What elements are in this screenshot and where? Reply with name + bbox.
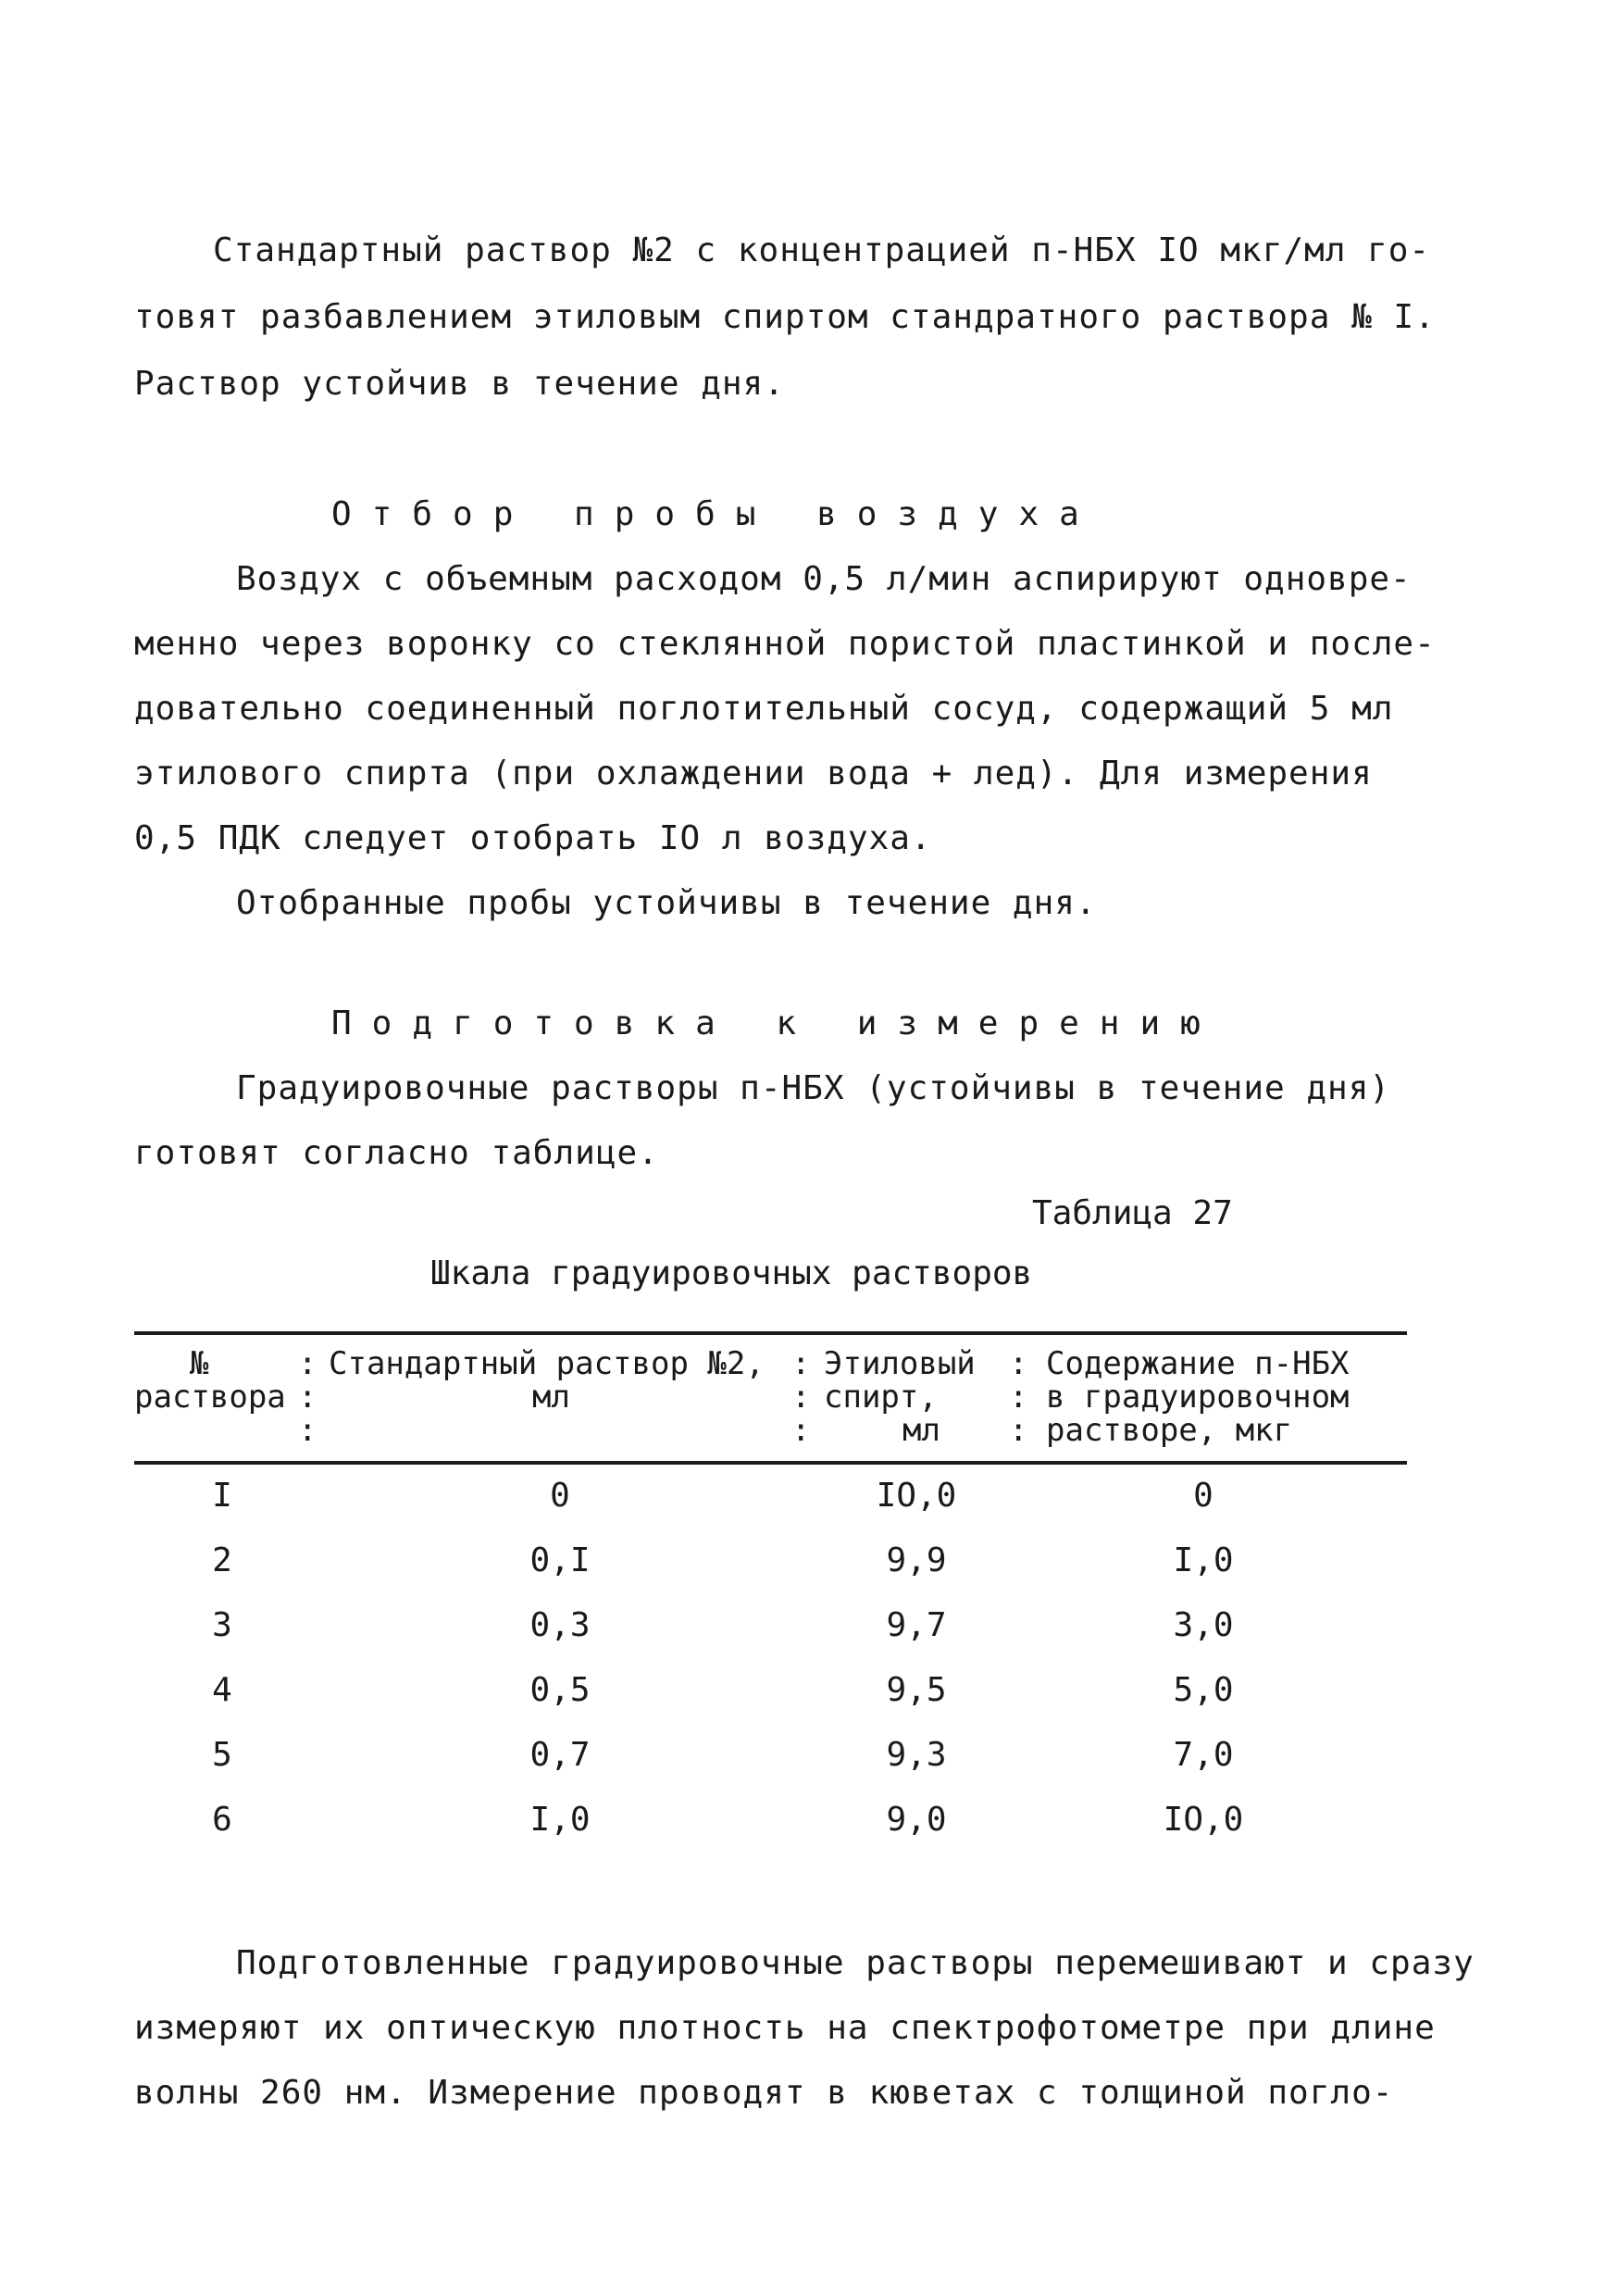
header-col-ethanol: Этиловый — [824, 1345, 976, 1382]
table-cell: 9,5 — [886, 1671, 947, 1709]
section-heading-air-sampling: Отбор пробы воздуха — [331, 495, 1100, 533]
body-line: Отобранные пробы устойчивы в течение дня. — [236, 884, 1097, 922]
body-line: измеряют их оптическую плотность на спектрофотометре при длине — [134, 2009, 1436, 2047]
header-separator: : : : — [298, 1345, 317, 1449]
section-heading-preparation: Подготовка к измерению — [331, 1004, 1221, 1042]
table-cell: 5,0 — [1173, 1671, 1234, 1709]
table-cell: 0,I — [529, 1541, 591, 1579]
header-col-ethanol: мл — [902, 1412, 940, 1449]
table-cell: 9,7 — [886, 1606, 947, 1644]
table-cell: 5 — [212, 1736, 232, 1774]
header-separator: : : : — [791, 1345, 811, 1449]
table-cell: I,0 — [529, 1801, 591, 1839]
table-cell: I,0 — [1173, 1541, 1234, 1579]
table-cell: 0,5 — [529, 1671, 591, 1709]
header-col-content: растворе, мкг — [1046, 1412, 1293, 1449]
table-cell: IO,0 — [876, 1477, 957, 1515]
table-cell: 9,3 — [886, 1736, 947, 1774]
table-cell: 3,0 — [1173, 1606, 1234, 1644]
table-cell: 0,3 — [529, 1606, 591, 1644]
table-cell: 0 — [550, 1477, 570, 1515]
table-cell: I — [212, 1477, 232, 1515]
body-line: менно через воронку со стеклянной пористой пластинкой и после- — [134, 625, 1436, 663]
intro-line: Стандартный раствор №2 с концентрацией п-НБХ IO мкг/мл го- — [213, 231, 1431, 269]
header-col-number: № — [190, 1345, 209, 1382]
table-number-label: Таблица 27 — [1032, 1194, 1233, 1232]
table-cell: 0 — [1193, 1477, 1214, 1515]
header-col-ethanol: спирт, — [824, 1379, 938, 1416]
intro-line: товят разбавлением этиловым спиртом стандратного раствора № I. — [134, 298, 1436, 336]
table-header-rule — [134, 1461, 1407, 1465]
header-col-standard-solution: Стандартный раствор №2, — [329, 1345, 765, 1382]
table-cell: 6 — [212, 1801, 232, 1839]
body-line: готовят согласно таблице. — [134, 1134, 659, 1172]
body-line: волны 260 нм. Измерение проводят в кюветах с толщиной погло- — [134, 2074, 1394, 2112]
table-cell: 4 — [212, 1671, 232, 1709]
body-line: Градуировочные растворы п-НБХ (устойчивы в течение дня) — [236, 1069, 1391, 1107]
body-line: 0,5 ПДК следует отобрать IO л воздуха. — [134, 819, 932, 857]
body-line: этилового спирта (при охлаждении вода + лед). Для измерения — [134, 755, 1373, 792]
table-cell: 2 — [212, 1541, 232, 1579]
body-line: довательно соединенный поглотительный сосуд, содержащий 5 мл — [134, 690, 1394, 728]
body-line: Подготовленные градуировочные растворы перемешивают и сразу — [236, 1944, 1475, 1982]
header-separator: : : : — [1009, 1345, 1028, 1449]
table-cell: 3 — [212, 1606, 232, 1644]
table-cell: 9,9 — [886, 1541, 947, 1579]
table-top-rule — [134, 1331, 1407, 1335]
table-title: Шкала градуировочных растворов — [430, 1254, 1033, 1292]
header-col-standard-solution: мл — [532, 1379, 570, 1416]
table-cell: 7,0 — [1173, 1736, 1234, 1774]
header-col-number: раствора — [134, 1379, 286, 1416]
table-cell: IO,0 — [1163, 1801, 1244, 1839]
table-cell: 9,0 — [886, 1801, 947, 1839]
header-col-content: Содержание п-НБХ — [1046, 1345, 1350, 1382]
header-col-content: в градуировочном — [1046, 1379, 1350, 1416]
table-cell: 0,7 — [529, 1736, 591, 1774]
body-line: Воздух с объемным расходом 0,5 л/мин аспирируют одновре- — [236, 560, 1412, 598]
intro-line: Раствор устойчив в течение дня. — [134, 365, 785, 403]
